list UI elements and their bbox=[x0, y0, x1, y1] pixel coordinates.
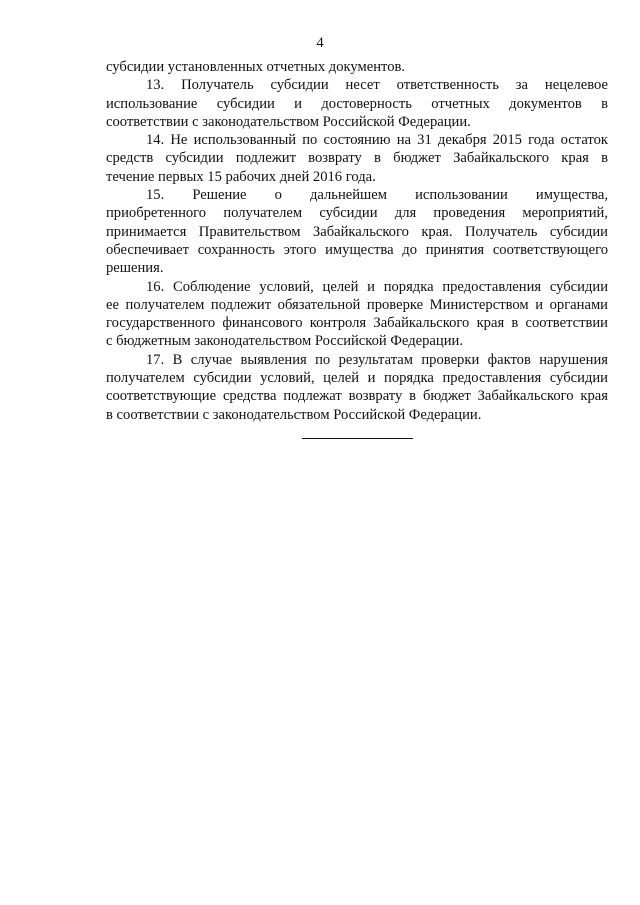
document-body bbox=[106, 58, 608, 424]
text-line: течение первых 15 рабочих дней 2016 года. bbox=[106, 168, 376, 185]
paragraph-continuation bbox=[106, 58, 608, 76]
text-line: 13. Получатель субсидии несет ответственность за нецелевое bbox=[146, 77, 608, 94]
text-line: обеспечивает сохранность этого имущества до принятия соответствующего bbox=[106, 241, 608, 258]
text-line: субсидии установленных отчетных документов. bbox=[106, 59, 406, 75]
paragraph-14 bbox=[106, 131, 608, 186]
page-number: 4 bbox=[316, 35, 324, 51]
text-line: государственного финансового контроля Забайкальского края в соответствии bbox=[106, 315, 608, 332]
text-line: средств субсидии подлежит возврату в бюджет Забайкальского края в bbox=[106, 150, 608, 167]
text-line: 16. Соблюдение условий, целей и порядка предоставления субсидии bbox=[146, 278, 608, 295]
paragraph-15 bbox=[106, 186, 608, 277]
text-line: 14. Не использованный по состоянию на 31 декабря 2015 года остаток bbox=[146, 132, 608, 149]
text-line: ее получателем подлежит обязательной проверке Министерством и органами bbox=[106, 296, 608, 313]
text-line: 17. В случае выявления по результатам проверки фактов нарушения bbox=[146, 351, 608, 368]
text-line: приобретенного получателем субсидии для проведения мероприятий, bbox=[106, 205, 608, 222]
text-line: в соответствии с законодательством Российской Федерации. bbox=[106, 406, 482, 423]
text-line: решения. bbox=[106, 260, 164, 277]
text-line: соответствующие средства подлежат возврату в бюджет Забайкальского края bbox=[106, 388, 608, 405]
paragraph-17 bbox=[106, 351, 608, 424]
text-line: получателем субсидии условий, целей и порядка предоставления субсидии bbox=[106, 370, 608, 387]
paragraph-13 bbox=[106, 76, 608, 131]
text-line: 15. Решение о дальнейшем использовании имущества, bbox=[146, 187, 608, 204]
closing-divider-line bbox=[302, 438, 413, 439]
text-line: принимается Правительством Забайкальского края. Получатель субсидии bbox=[106, 223, 608, 240]
text-line: с бюджетным законодательством Российской Федерации. bbox=[106, 333, 463, 350]
text-line: соответствии с законодательством Российской Федерации. bbox=[106, 113, 471, 130]
text-line: использование субсидии и достоверность отчетных документов в bbox=[106, 95, 608, 112]
paragraph-16 bbox=[106, 278, 608, 351]
